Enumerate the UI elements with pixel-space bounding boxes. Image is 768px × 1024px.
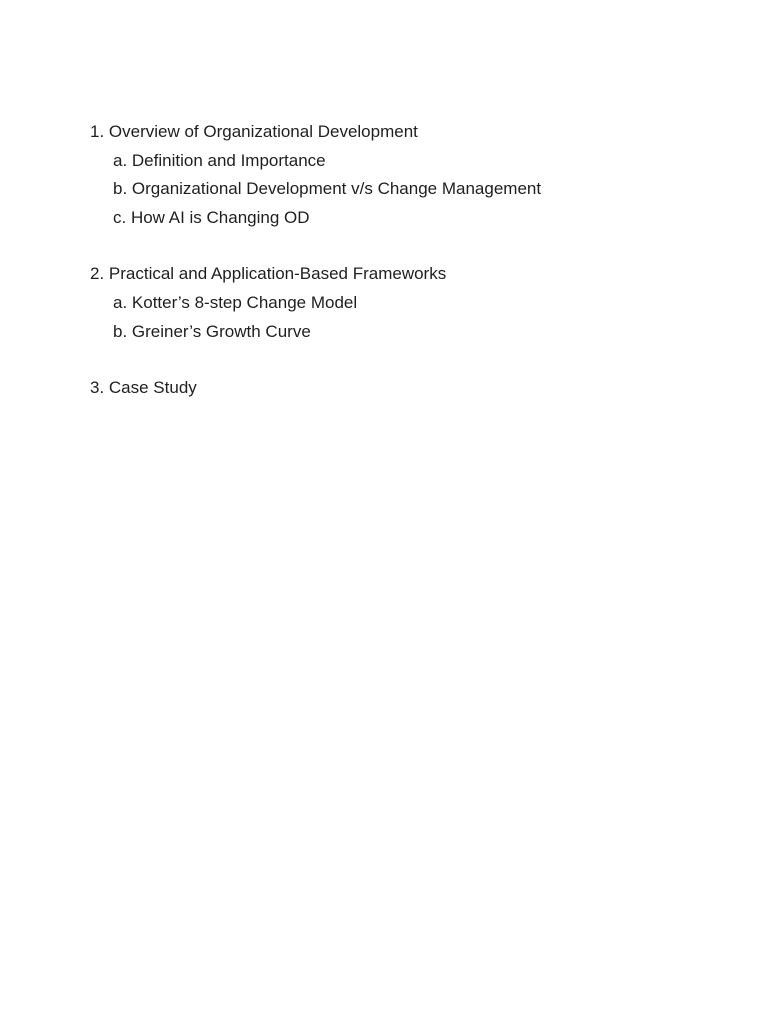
section-heading: 3. Case Study [90,378,197,398]
section-heading: 1. Overview of Organizational Development [90,122,418,141]
subsection-item: a. Kotter’s 8-step Change Model [113,292,358,312]
outline-section-1 [90,118,730,232]
subsection-item: b. Greiner’s Growth Curve [113,321,311,341]
outline-section-3 [90,374,730,403]
subsection-item: c. How AI is Changing OD [113,207,310,227]
subsection-item: a. Definition and Importance [113,150,326,170]
subsection-item: b. Organizational Development v/s Change Management [113,179,542,199]
outline-list [90,118,730,431]
section-heading: 2. Practical and Application-Based Frameworks [90,264,447,284]
outline-section-2 [90,260,730,346]
